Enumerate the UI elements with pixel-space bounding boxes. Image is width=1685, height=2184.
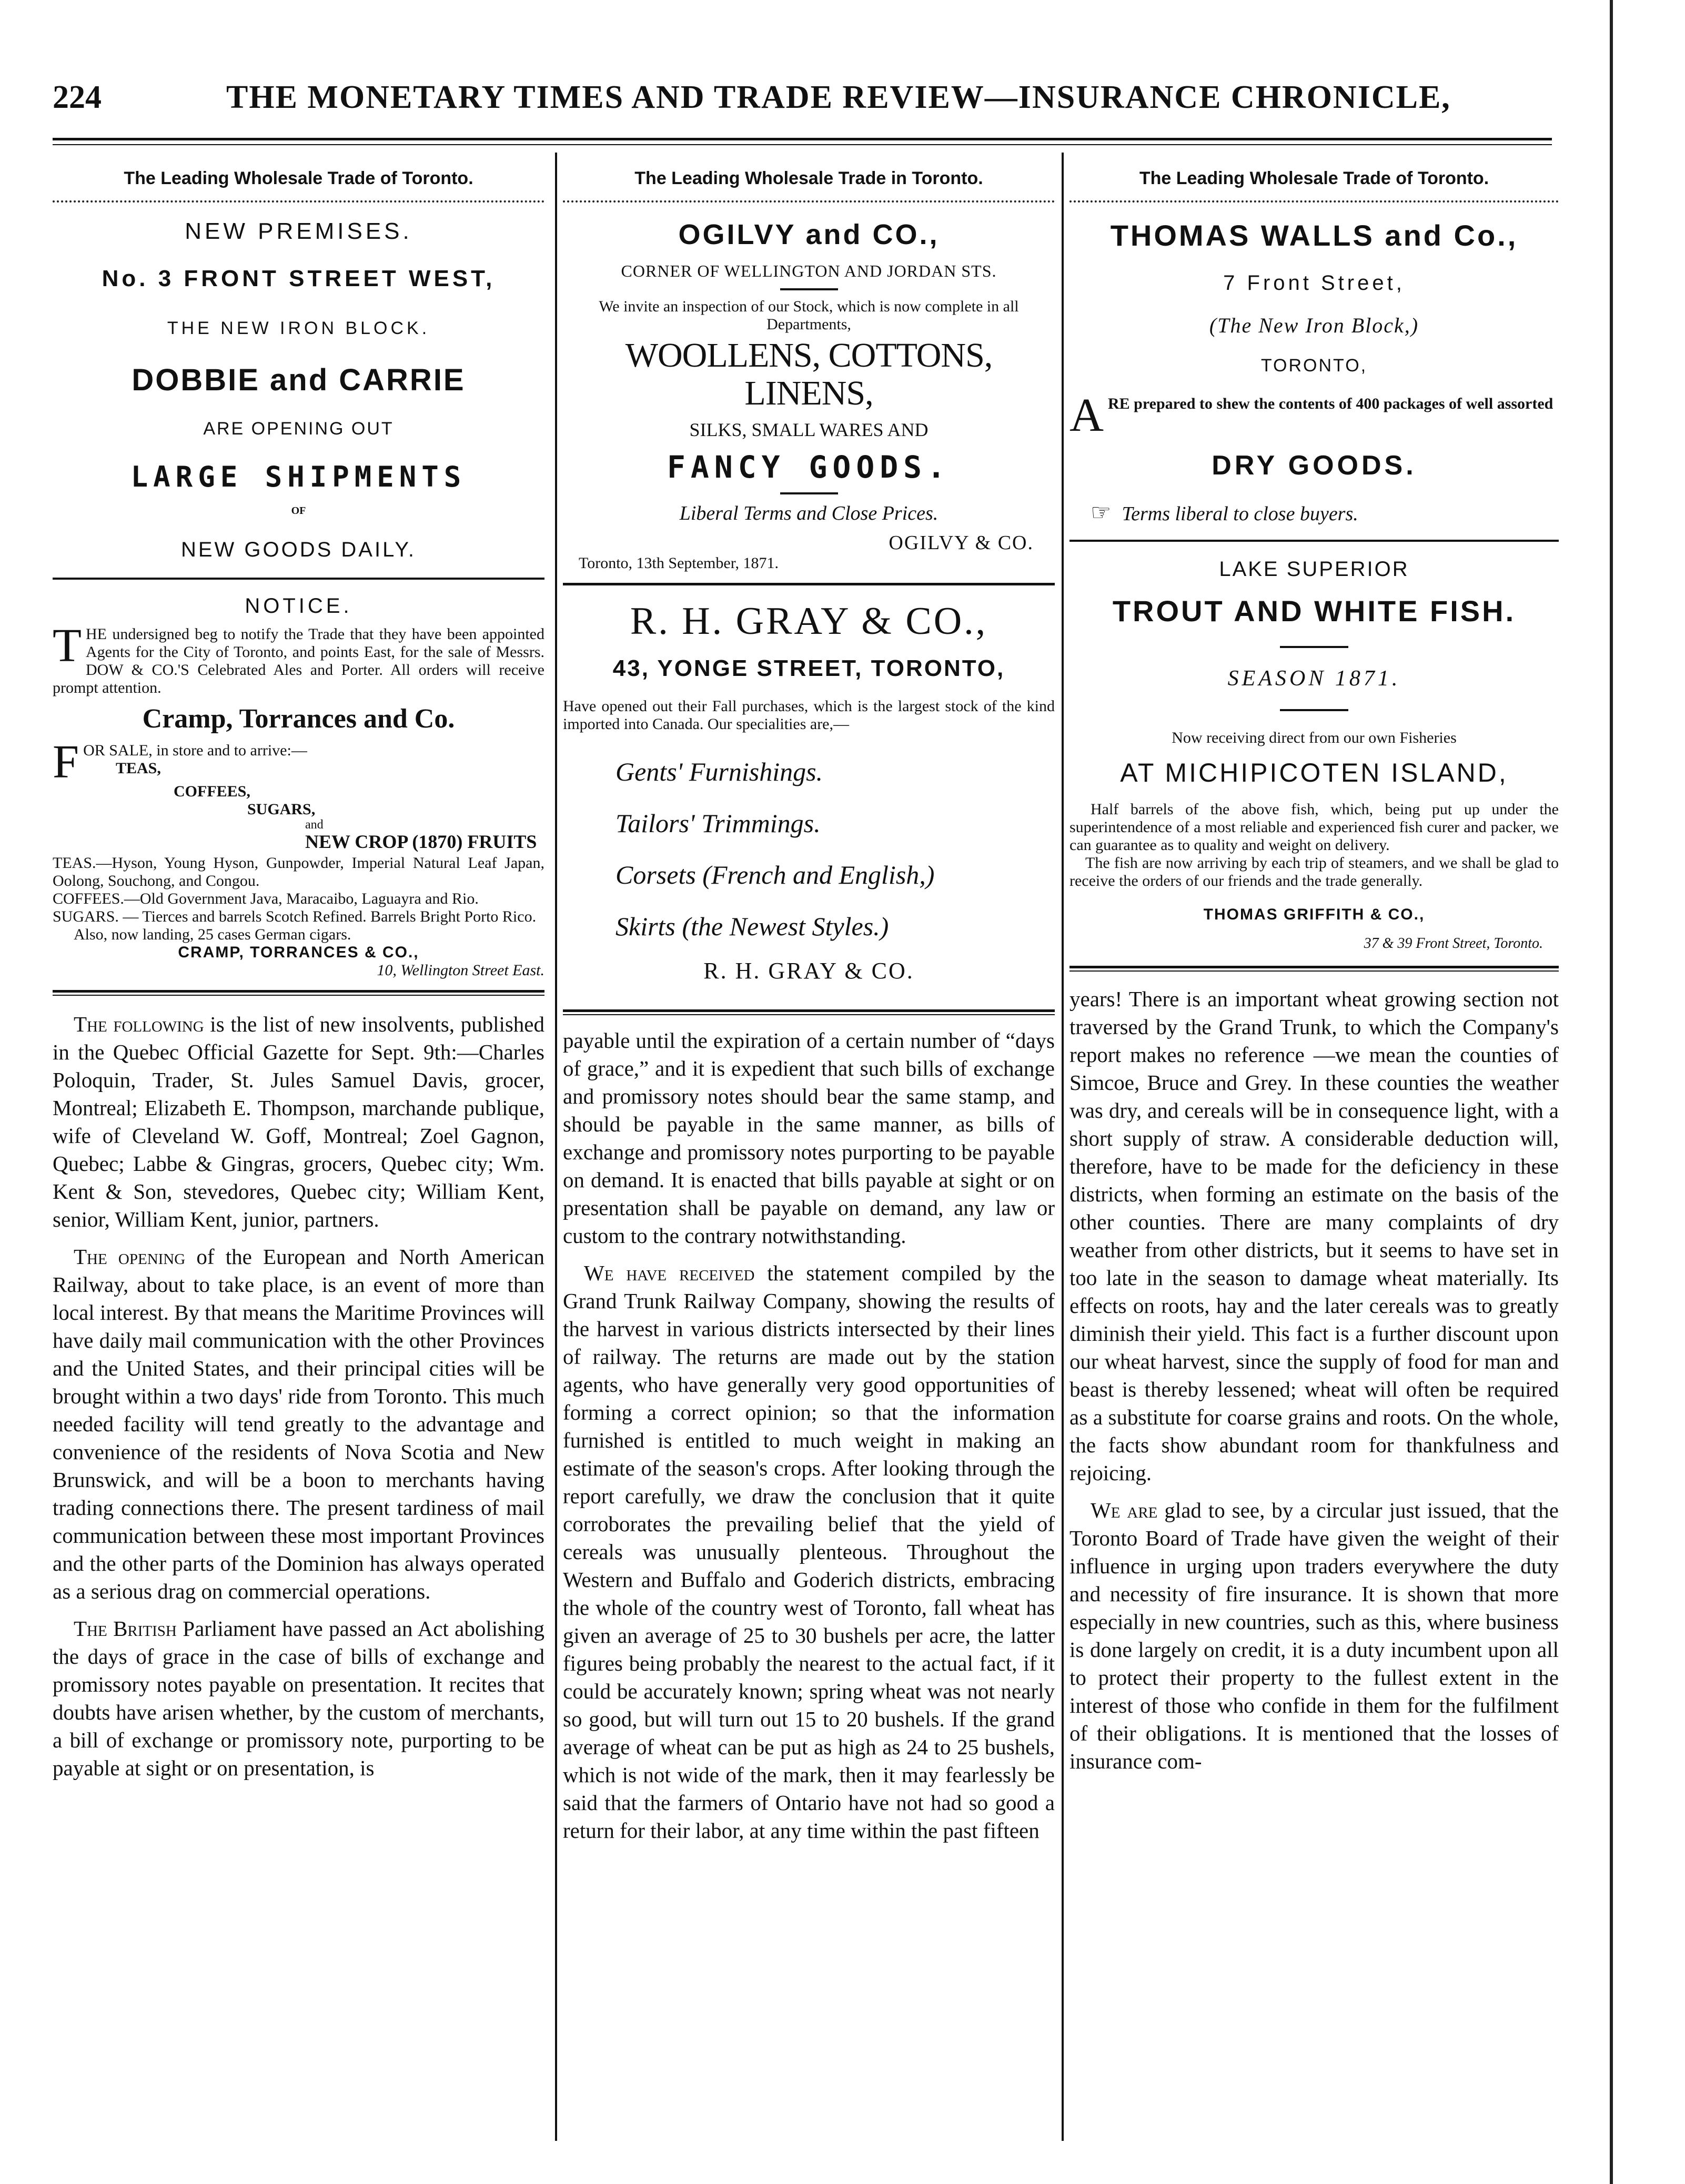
notice-body: HE undersigned beg to notify the Trade that they have been appointed Agents for the City of Toronto, and points East, for the sale of Messrs. DOW & CO.'S Celebrated Ales and Porter. All orders will receive prompt attention. xyxy=(53,625,544,696)
specialty-item: Tailors' Trimmings. xyxy=(616,808,821,838)
ad-thomas-griffith xyxy=(1069,558,1559,952)
ad-line: NEW GOODS DAILY. xyxy=(180,538,417,561)
paragraph-body: of the European and North American Railway, about to take place, is an event of more than local interest. By that means the Maritime Provinces will have daily mail communication with the other Provinces and the United States, and their principal cities will be brought within a two days' ride from Toronto. This much needed facility will tend greatly to the advantage and convenience of the residents of Nova Scotia and New Brunswick, and will be a boon to merchants having trading connections there. The present tardiness of mail communication between these most important Provinces and the other parts of the Dominion has always operated as a serious drag on commercial operations. xyxy=(53,1245,544,1603)
section-rule xyxy=(563,1009,1055,1012)
ad-address: CORNER OF WELLINGTON AND JORDAN STS. xyxy=(621,261,997,280)
ad-line: SILKS, SMALL WARES AND xyxy=(689,419,929,440)
ad-text-body: RE prepared to shew the contents of 400 packages of well assorted xyxy=(1108,395,1553,412)
drop-cap: T xyxy=(53,620,82,672)
ad-line: LAKE SUPERIOR xyxy=(1219,558,1409,581)
for-sale-block xyxy=(53,736,544,852)
paragraph-lead: The following xyxy=(74,1012,204,1036)
paragraph-harvest xyxy=(563,1259,1055,1845)
paragraph-lead: The British xyxy=(74,1616,177,1641)
ad-address: 37 & 39 Front Street, Toronto. xyxy=(1364,935,1543,952)
specialty-item: Skirts (the Newest Styles.) xyxy=(616,912,889,941)
ad-block: (The New Iron Block,) xyxy=(1209,314,1419,337)
paragraph-insolvents xyxy=(53,1010,544,1233)
section-rule xyxy=(53,995,544,996)
specialty-item: Gents' Furnishings. xyxy=(616,757,823,786)
ad-signature: THOMAS GRIFFITH & CO., xyxy=(1203,906,1425,923)
ad-text: Half barrels of the above fish, which, being put up under the superintendence of a most reliable and experienced fish curer and packer, we can guarantee as to quality and weight on delivery. xyxy=(1069,801,1559,854)
paragraph-days-of-grace: payable until the expiration of a certain number of “days of grace,” and it is expedient that such bills of exchange and promissory notes should bear the same stamp, and should be payable in the same manner, as bills of exchange and promissory notes purporting to be payable on demand. It is enacted that bills payable at sight or on presentation shall be payable on demand, any law or custom to the contrary notwithstanding. xyxy=(563,1028,1055,1248)
page-number: 224 xyxy=(53,79,102,115)
sale-item: TEAS, xyxy=(116,760,161,777)
ad-line: ARE OPENING OUT xyxy=(203,419,394,439)
column-divider-1 xyxy=(555,153,557,2141)
editorial-text xyxy=(1069,985,1559,1775)
teas-line: TEAS.—Hyson, Young Hyson, Gunpowder, Imperial Natural Leaf Japan, Oolong, Souchong, and Congou. xyxy=(53,854,544,889)
short-rule xyxy=(780,492,838,494)
ad-address: 43, YONGE STREET, TORONTO, xyxy=(612,655,1005,681)
sale-item: COFFEES, xyxy=(174,783,250,800)
ad-terms: Terms liberal to close buyers. xyxy=(1122,503,1358,525)
ad-city: TORONTO, xyxy=(1260,356,1368,376)
paragraph-lead: We have received xyxy=(584,1261,755,1285)
wavy-rule xyxy=(53,195,544,203)
ad-goods: WOOLLENS, COTTONS, LINENS, xyxy=(625,336,993,412)
ad-dobbie-carrie xyxy=(53,218,544,562)
ad-text: Have opened out their Fall purchases, which is the largest stock of the kind imported into Canada. Our specialities are,— xyxy=(563,697,1055,733)
ad-line: THE NEW IRON BLOCK. xyxy=(167,318,430,338)
wavy-rule xyxy=(1069,195,1559,203)
ad-decorative-line: LARGE SHIPMENTS xyxy=(130,460,467,493)
section-rule xyxy=(563,1014,1055,1015)
drop-cap: A xyxy=(1069,395,1104,436)
paragraph-body: is the list of new insolvents, published in the Quebec Official Gazette for Sept. 9th:—Charles Poloquin, Trader, St. Jules Samuel Davis, grocer, Montreal; Elizabeth E. Thompson, marchande publique, wife of Cleveland W. Goff, Montreal; Zoel Gagnon, Quebec; Labbe & Gingras, grocers, Quebec city; Wm. Kent & Son, stevedores, Quebec city; William Kent, senior, William Kent, junior, partners. xyxy=(53,1012,544,1231)
paragraph-parliament xyxy=(53,1615,544,1782)
ad-rule xyxy=(1069,540,1559,542)
ad-headline: AT MICHIPICOTEN ISLAND, xyxy=(1120,758,1508,787)
ad-firm-name: OGILVY and CO., xyxy=(678,219,940,250)
ad-line: NEW PREMISES. xyxy=(185,218,412,244)
ad-date: Toronto, 13th September, 1871. xyxy=(579,554,779,572)
ad-terms-line xyxy=(1091,499,1559,526)
ad-firm-name: THOMAS WALLS and Co., xyxy=(1110,219,1518,252)
ad-terms: Liberal Terms and Close Prices. xyxy=(679,502,939,524)
sale-item: SUGARS, xyxy=(247,801,316,818)
paragraph-wheat: years! There is an important wheat growing section not traversed by the Grand Trunk, to which the Company's report makes no reference —we mean the counties of Simcoe, Bruce and Grey. In these counties the weather was dry, and cereals will be in consequence light, with a short supply of straw. A considerable deduction will, therefore, have to be made for the deficiency in these districts, when forming an estimate on the basis of the other counties. There are many complaints of dry weather from other districts, but it seems to have set in too late in the season to damage wheat materially. Its effects on roots, hay and the later cereals was to greatly diminish their yield. This fact is a further discount upon our wheat harvest, since the supply of food for man and beast is thereby lessened; wheat will often be required as a substitute for coarse grains and roots. On the whole, the facts show abundant room for thankfulness and rejoicing. xyxy=(1069,987,1559,1485)
ad-line: OF xyxy=(291,505,306,517)
section-rule xyxy=(1069,970,1559,972)
column-divider-2 xyxy=(1062,153,1064,2141)
short-rule xyxy=(1280,709,1348,711)
for-sale-text: OR SALE, in store and to arrive:— xyxy=(83,742,307,759)
ad-rh-gray xyxy=(563,599,1055,984)
ad-signature: OGILVY & CO. xyxy=(889,532,1034,554)
ad-rule xyxy=(563,583,1055,585)
specialty-item: Corsets (French and English,) xyxy=(616,860,935,889)
ad-text: The fish are now arriving by each trip of steamers, and we shall be glad to receive the orders of our friends and the trade generally. xyxy=(1069,854,1559,889)
sale-item: NEW CROP (1870) FRUITS xyxy=(305,831,537,852)
ad-firm-name: R. H. GRAY & CO., xyxy=(630,600,988,643)
drop-cap: F xyxy=(53,736,79,788)
editorial-text xyxy=(53,1010,544,1782)
paragraph-lead: The opening xyxy=(74,1245,186,1269)
paragraph-body: glad to see, by a circular just issued, that the Toronto Board of Trade have given the weight of their influence in urging upon traders everywhere the duty and necessity of fire insurance. It is shown that more especially in new countries, such as this, where business is done largely on credit, it is a duty incumbent upon all to protect their property to the fullest extent in the interest of those who confide in them for the fulfilment of their obligations. It is mentioned that the losses of insurance com- xyxy=(1069,1498,1559,1773)
paragraph-insurance xyxy=(1069,1497,1559,1775)
cigars-line: Also, now landing, 25 cases German cigars. xyxy=(74,926,351,943)
trade-header: The Leading Wholesale Trade of Toronto. xyxy=(1139,168,1489,188)
ad-cramp-torrances xyxy=(53,594,544,979)
column-1 xyxy=(53,168,544,1792)
paragraph-railway xyxy=(53,1243,544,1605)
trade-header: The Leading Wholesale Trade in Toronto. xyxy=(634,168,983,188)
ad-thomas-walls xyxy=(1069,218,1559,526)
short-rule xyxy=(780,288,838,290)
trade-header: The Leading Wholesale Trade of Toronto. xyxy=(124,168,473,188)
wavy-rule xyxy=(563,195,1055,203)
ad-line: Now receiving direct from our own Fisheries xyxy=(1172,729,1457,746)
firm-name: Cramp, Torrances and Co. xyxy=(142,704,455,734)
ad-ogilvy xyxy=(563,218,1055,572)
ad-text: We invite an inspection of our Stock, which is now complete in all Departments, xyxy=(599,298,1019,333)
section-rule xyxy=(1069,966,1559,968)
column-3 xyxy=(1069,168,1559,1785)
ad-address: 7 Front Street, xyxy=(1223,271,1405,295)
masthead-title: THE MONETARY TIMES AND TRADE REVIEW—INSURANCE CHRONICLE, xyxy=(226,79,1451,115)
ad-goods: DRY GOODS. xyxy=(1212,450,1417,481)
notice-title: NOTICE. xyxy=(245,594,352,618)
ad-rule xyxy=(53,578,544,580)
section-rule xyxy=(53,990,544,993)
masthead-rule-top xyxy=(53,138,1552,140)
coffees-line: COFFEES.—Old Government Java, Maracaibo, Laguayra and Rio. xyxy=(53,890,479,907)
notice-text xyxy=(53,620,544,697)
column-2 xyxy=(563,168,1055,1854)
signature: CRAMP, TORRANCES & CO., xyxy=(178,944,419,961)
short-rule xyxy=(1280,646,1348,648)
sugars-line: SUGARS. — Tierces and barrels Scotch Refined. Barrels Bright Porto Rico. xyxy=(53,908,537,925)
editorial-text xyxy=(563,1027,1055,1845)
ad-season: SEASON 1871. xyxy=(1227,666,1401,691)
ad-decorative-line: FANCY GOODS. xyxy=(667,449,951,485)
ad-text xyxy=(1069,395,1559,436)
ad-firm-name: DOBBIE and CARRIE xyxy=(132,363,466,397)
page-edge-shadow xyxy=(1610,0,1613,2184)
sale-item: and xyxy=(305,818,324,832)
ad-line: No. 3 FRONT STREET WEST, xyxy=(102,266,496,291)
ad-headline: TROUT AND WHITE FISH. xyxy=(1112,594,1516,628)
paragraph-body: the statement compiled by the Grand Trunk Railway Company, showing the results of the harvest in various districts intersected by their lines of railway. The returns are made out by the station agents, who have generally very good opportunities of forming a correct opinion; so that the information furnished is entitled to much weight in making an estimate of the season's crops. After looking through the report carefully, we draw the conclusion that it quite corroborates the prevailing belief that the yield of cereals was unusually plenteous. Throughout the Western and Buffalo and Goderich districts, embracing the whole of the country west of Toronto, fall wheat has given an average of 25 to 30 bushels per acre, the latter figures being probably the nearest to the actual fact, if it could be accurately known; spring wheat was not nearly so good, but will turn out 15 to 20 bushels. If the grand average of wheat can be put as high as 24 to 25 bushels, which is not wide of the mark, then it may fearlessly be said that the farmers of Ontario have not had so good a return for their labor, at any time within the past fifteen xyxy=(563,1261,1055,1843)
paragraph-body: Parliament have passed an Act abolishing the days of grace in the case of bills of exchange and promissory notes payable on presentation. It recites that doubts have arisen whether, by the custom of merchants, a bill of exchange or promissory note, purporting to be payable at sight or on presentation, is xyxy=(53,1616,544,1780)
pointing-hand-icon: ☞ xyxy=(1091,499,1112,526)
masthead-rule-bottom xyxy=(53,144,1552,145)
signature-address: 10, Wellington Street East. xyxy=(377,962,544,979)
ad-signature: R. H. GRAY & CO. xyxy=(703,958,914,984)
paragraph-lead: We are xyxy=(1091,1498,1158,1522)
